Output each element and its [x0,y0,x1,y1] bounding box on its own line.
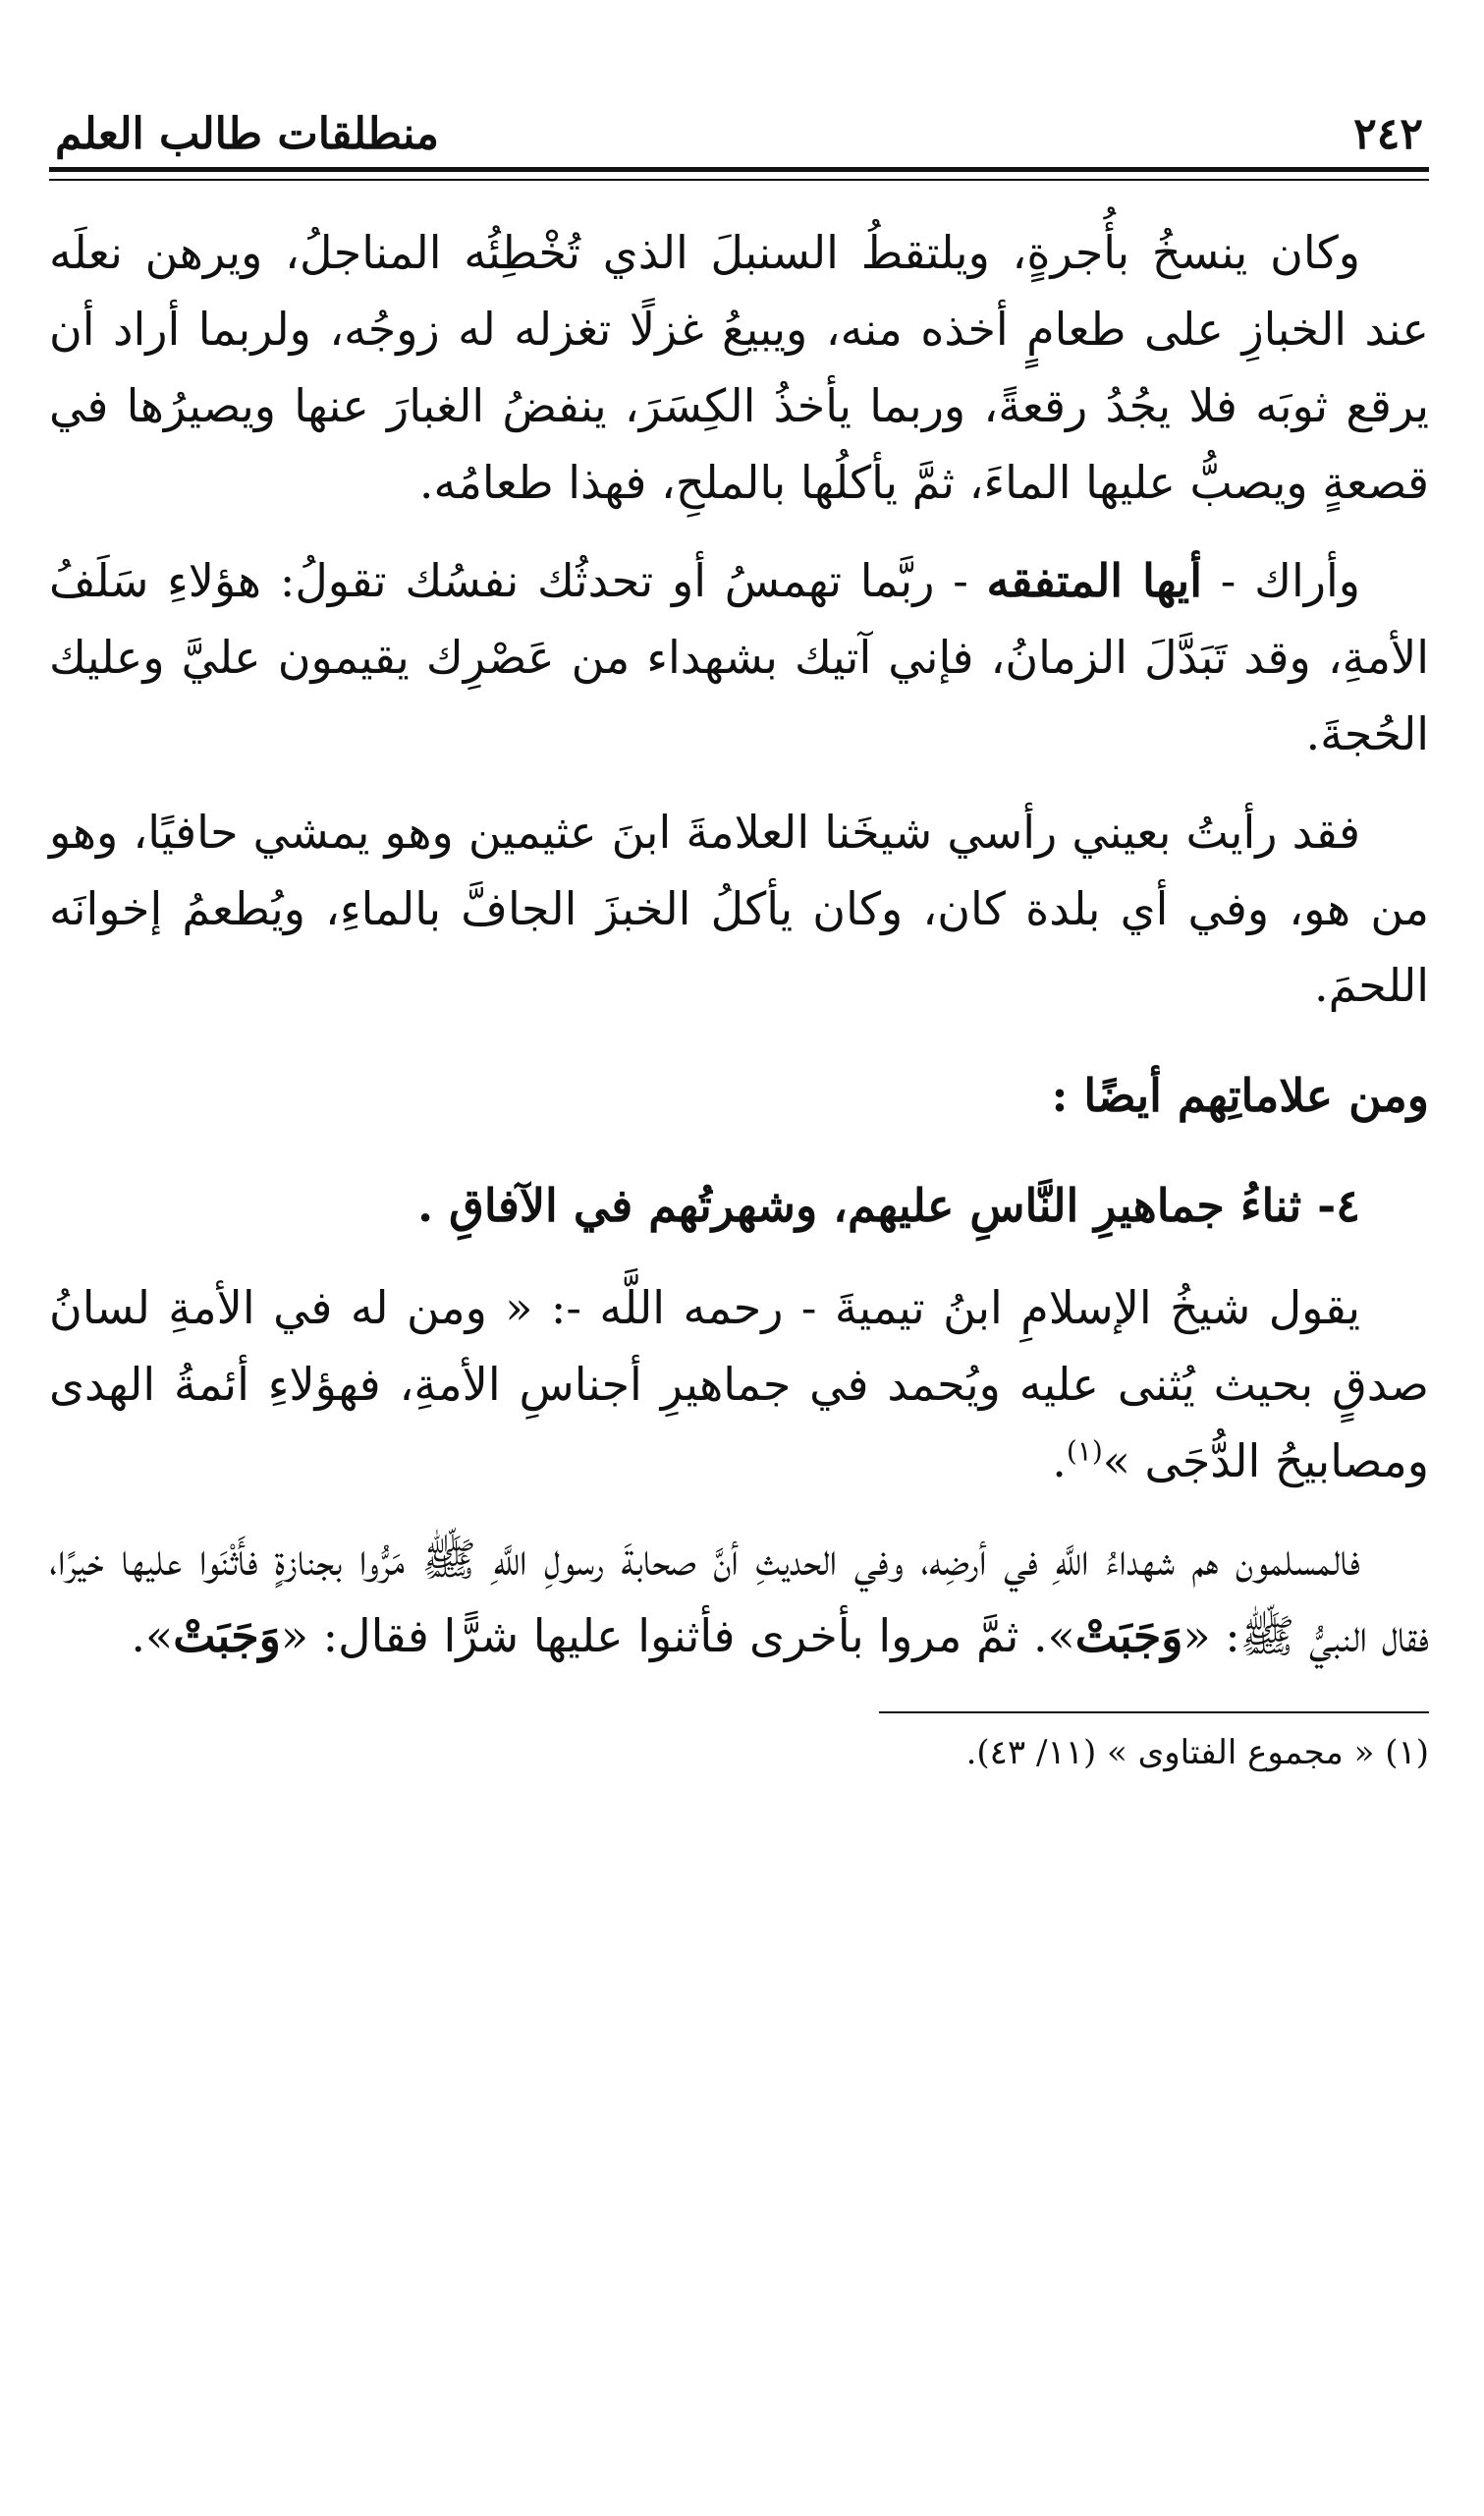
final-paragraph [49,1521,1429,1674]
final-bold-1: وَجَبَتْ [1074,1609,1183,1662]
paragraph-2-after: - ربَّما تهمسُ أو تحدثُك نفسُك تقولُ: هؤلاءِ سَلَفُ الأمةِ، وقد تَبَدَّلَ الزمانُ، فإني آتيك بشهداء من عَصْرِك يقيمون عليَّ وعليك الحُجةَ. [49,554,1429,760]
paragraph-2 [49,542,1429,772]
header-rule-thin [49,179,1429,181]
footnote-rule [879,1711,1429,1713]
numbered-heading: ٤- ثناءُ جماهيرِ النَّاسِ عليهم، وشهرتُهم في الآفاقِ . [417,1179,1360,1232]
document-page [49,88,1429,1778]
page-number: ٢٤٢ [1353,109,1423,159]
quote-text: يقول شيخُ الإسلامِ ابنُ تيميةَ - رحمه اللَّه -: « ومن له في الأمةِ لسانُ صدقٍ بحيث يُثنى عليه ويُحمد في جماهيرِ أجناسِ الأمةِ، فهؤلاءِ أئمةُ الهدى ومصابيحُ الدُّجَى » [49,1281,1429,1487]
final-bold-2: وَجَبَتْ [173,1609,281,1662]
quote-paragraph [49,1269,1429,1499]
body-text [49,214,1429,1674]
section-heading: ومن علاماتِهم أيضًا : [1051,1069,1429,1122]
footnote-reference: (١) [1066,1434,1103,1468]
paragraph-1: وكان ينسخُ بأُجرةٍ، ويلتقطُ السنبلَ الذي تُخْطِئُه المناجلُ، ويرهن نعلَه عند الخبازِ على طعامٍ أخذه منه، ويبيعُ غزلًا تغزله له زوجُه، ولربما أراد أن يرقع ثوبَه فلا يجُدُ رقعةً، وربما يأخذُ الكِسَرَ، ينفضُ الغبارَ عنها ويصيرُها في قصعةٍ ويصبُّ عليها الماءَ، ثمَّ يأكلُها بالملحِ، فهذا طعامُه. [49,226,1429,509]
header-rule-thick [49,167,1429,172]
footnote: (١) « مجموع الفتاوى » (١١/ ٤٣). [965,1733,1429,1772]
quote-end: . [1052,1434,1067,1487]
paragraph-3: فقد رأيتُ بعيني رأسي شيخَنا العلامةَ ابنَ عثيمين وهو يمشي حافيًا، وهو من هو، وفي أي بلدة كان، وكان يأكلُ الخبزَ الجافَّ بالماءِ، ويُطعمُ إخوانَه اللحمَ. [49,806,1429,1012]
final-part-1: فالمسلمون هم شهداءُ اللَّهِ في أرضِه، وفي الحديثِ أنَّ صحابةَ رسولِ اللَّهِ ﷺ مَرُّوا بجنازةٍ فأَثْنَوا عليها خيرًا، فقال النبيُّ ﷺ: « [49,1533,1429,1662]
page-header [49,88,1429,159]
final-part-2: ». ثمَّ مروا بأخرى فأثنوا عليها شرًّا فقال: « [280,1609,1075,1662]
paragraph-2-before: وأراك - [1201,554,1360,607]
paragraph-2-bold: أيها المتفقه [986,554,1202,607]
running-title: منطلقات طالب العلم [55,109,439,159]
final-part-3: ». [131,1609,174,1662]
